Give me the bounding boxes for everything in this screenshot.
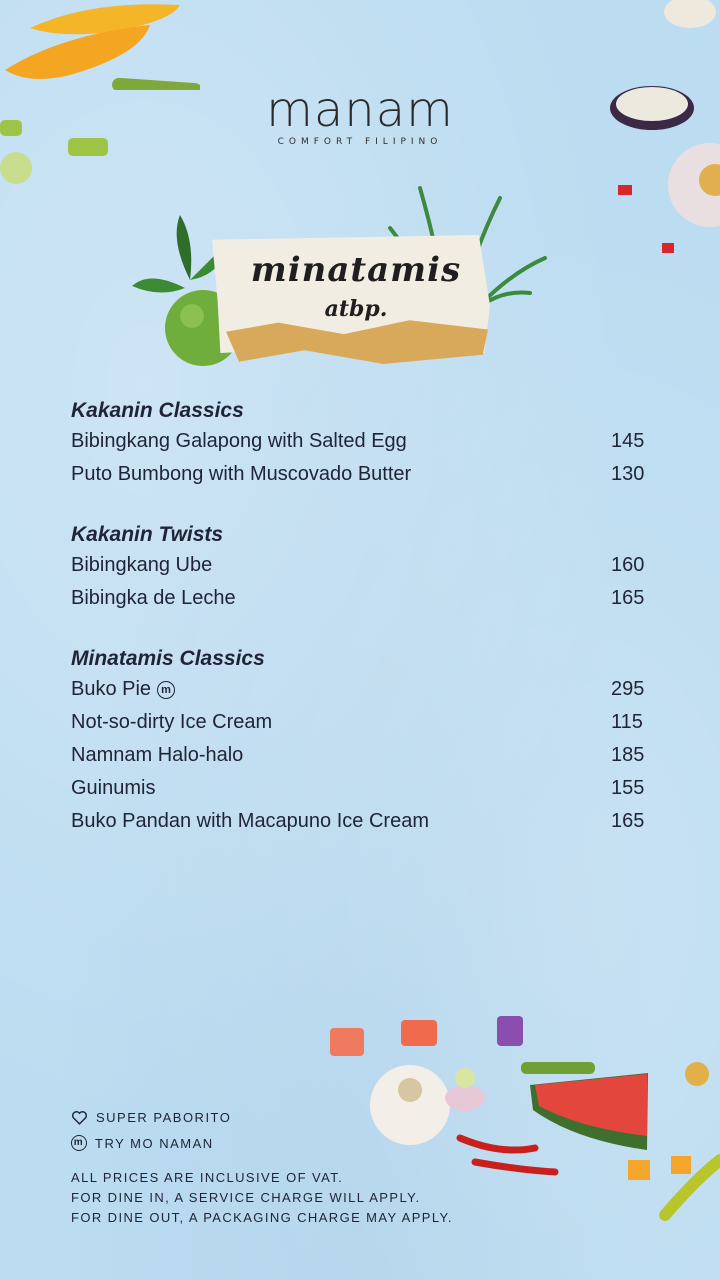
item-price: 115 [611,711,643,733]
category-title: Kakanin Twists [71,523,224,546]
item-price: 160 [611,554,645,576]
brand-tagline: COMFORT FILIPINO [277,137,443,147]
legend-label: SUPER PABORITO [96,1109,232,1125]
try-mo-naman-icon: m [71,1135,87,1151]
mango-slice-decoration [0,0,200,90]
item-name: Bibingkang Ube [71,554,213,576]
note-line: ALL PRICES ARE INCLUSIVE OF VAT. [71,1170,344,1185]
item-name: Buko Pie [71,678,152,700]
menu-category [71,645,651,838]
menu-category [71,397,651,491]
menu-item [71,739,651,772]
legend-label: TRY MO NAMAN [95,1135,214,1151]
item-price: 165 [611,587,645,609]
legend-row-try-mo-naman [71,1130,231,1156]
menu-item [71,673,651,706]
menu-item [71,458,651,491]
menu-item [71,582,651,615]
menu-item [71,805,651,838]
category-title: Kakanin Classics [71,399,244,422]
menu-list [71,397,651,868]
item-name: Bibingkang Galapong with Salted Egg [71,430,407,452]
note-line: FOR DINE OUT, A PACKAGING CHARGE MAY APPLY. [71,1210,453,1225]
legend-row-super-paborito [71,1104,231,1130]
item-name: Buko Pandan with Macapuno Ice Cream [71,810,429,832]
pricing-notes [71,1168,453,1228]
menu-category [71,521,651,615]
menu-item [71,549,651,582]
category-title: Minatamis Classics [71,647,265,670]
item-price: 185 [611,744,645,766]
item-name: Guinumis [71,777,156,799]
item-name: Not-so-dirty Ice Cream [71,711,273,733]
note-line: FOR DINE IN, A SERVICE CHARGE WILL APPLY. [71,1190,421,1205]
item-price: 295 [611,678,645,700]
menu-item [71,706,651,739]
item-price: 145 [611,430,645,452]
menu-item [71,772,651,805]
item-name: Puto Bumbong with Muscovado Butter [71,463,412,485]
item-price: 165 [611,810,645,832]
item-name: Bibingka de Leche [71,587,236,609]
menu-item [71,425,651,458]
try-mo-naman-icon: m [157,681,175,699]
section-title: minatamis [250,250,462,290]
item-price: 130 [611,463,645,485]
section-subtitle: atbp. [324,296,388,322]
heart-icon [71,1109,88,1126]
item-price: 155 [611,777,645,799]
brand-name: manam [266,82,454,138]
legend [71,1104,231,1156]
item-name: Namnam Halo-halo [71,744,244,766]
